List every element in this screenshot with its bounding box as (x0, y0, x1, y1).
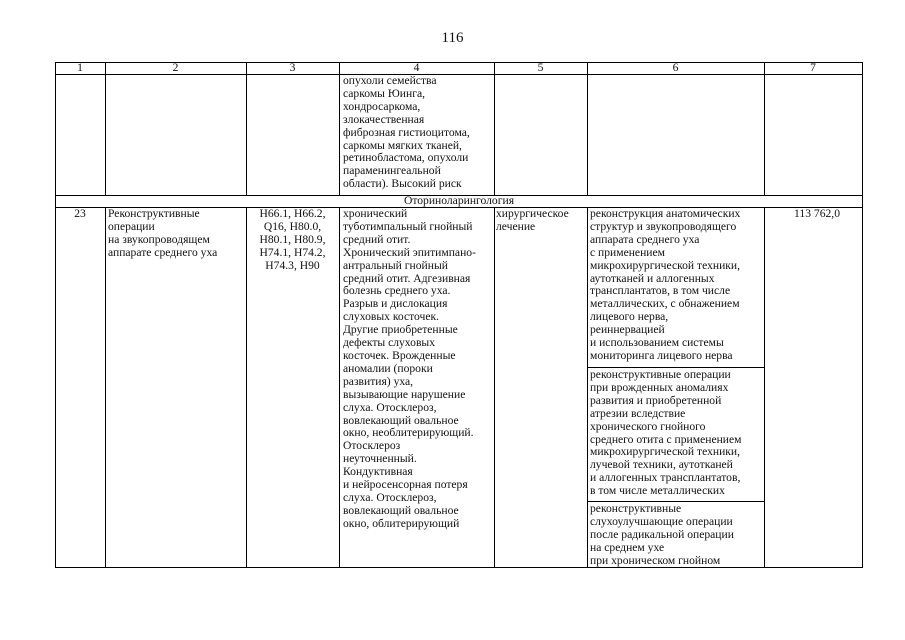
column-header-6: 6 (672, 61, 679, 74)
table-bottom-border (55, 567, 863, 568)
col-divider-5-6 (587, 62, 588, 196)
col-divider-1-2 (105, 207, 106, 568)
column-header-5: 5 (537, 61, 544, 74)
row-number: 23 (74, 207, 86, 220)
cost-value: 113 762,0 (794, 207, 840, 220)
treatment-method-3: реконструктивные слухоулучшающие операции после радикальной операции на среднем ухе при хроническом гнойном (590, 502, 734, 567)
column-header-7: 7 (810, 61, 816, 74)
col-divider-3-4 (339, 62, 340, 196)
diagnosis-text: хронический туботимпальный гнойный средний отит. Хронический эпитимпано- антральный гнойный средний отит. Адгезивная болезнь среднего уха. Разрыв и дислокация слуховых косточек. Другие приобретенные дефекты слуховых косточек. Врожденные аномалии (пороки развития) уха, вызывающие нарушение слуха. Отосклероз, вовлекающий овальное окно, необлитерирующий. Отосклероз неуточненный. Кондуктивная и нейросенсорная потеря слуха. Отосклероз, вовлекающий овальное окно, облитерирующий (343, 207, 476, 530)
column-header-4: 4 (413, 61, 420, 74)
care-type-name: Реконструктивные операции на звукопроводящем аппарате среднего уха (108, 207, 218, 259)
icd-codes: H66.1, H66.2, Q16, H80.0, H80.1, H80.9, H74.1, H74.2, H74.3, H90 (259, 207, 326, 272)
column-header-3: 3 (289, 61, 296, 74)
col-divider-4-5 (494, 62, 495, 196)
page-number: 116 (441, 30, 464, 46)
col-divider-6-7 (764, 207, 765, 568)
treatment-type: хирургическое лечение (496, 207, 569, 233)
table-left-border (55, 62, 56, 568)
col-divider-5-6 (587, 207, 588, 568)
table-right-border (862, 62, 863, 568)
col-divider-4-5 (494, 207, 495, 568)
treatment-method-2: реконструктивные операции при врожденных аномалиях развития и приобретенной атрезии вследствие хронического гнойного среднего отита с применением микрохирургической техники, лучевой техники, аутотканей и аллогенных трансплантатов, в том числе металлических (590, 368, 742, 498)
column-header-1: 1 (77, 61, 83, 74)
section-title: Оториноларингология (403, 194, 515, 207)
column-header-2: 2 (172, 61, 179, 74)
col-divider-2-3 (246, 62, 247, 196)
continuation-diagnosis: опухоли семейства саркомы Юинга, хондросаркома, злокачественная фиброзная гистиоцитома, саркомы мягких тканей, ретинобластома, опухоли параменингеальной области). Высокий риск (343, 74, 470, 191)
col-divider-1-2 (105, 62, 106, 196)
col-divider-6-7 (764, 62, 765, 196)
treatment-method-1: реконструкция анатомических структур и звукопроводящего аппарата среднего уха с применением микрохирургической техники, аутотканей и аллогенных трансплантатов, в том числе металлических, с обнажением лицевого нерва, реиннервацией и использованием системы мониторинга лицевого нерва (590, 207, 741, 362)
col-divider-3-4 (339, 207, 340, 568)
